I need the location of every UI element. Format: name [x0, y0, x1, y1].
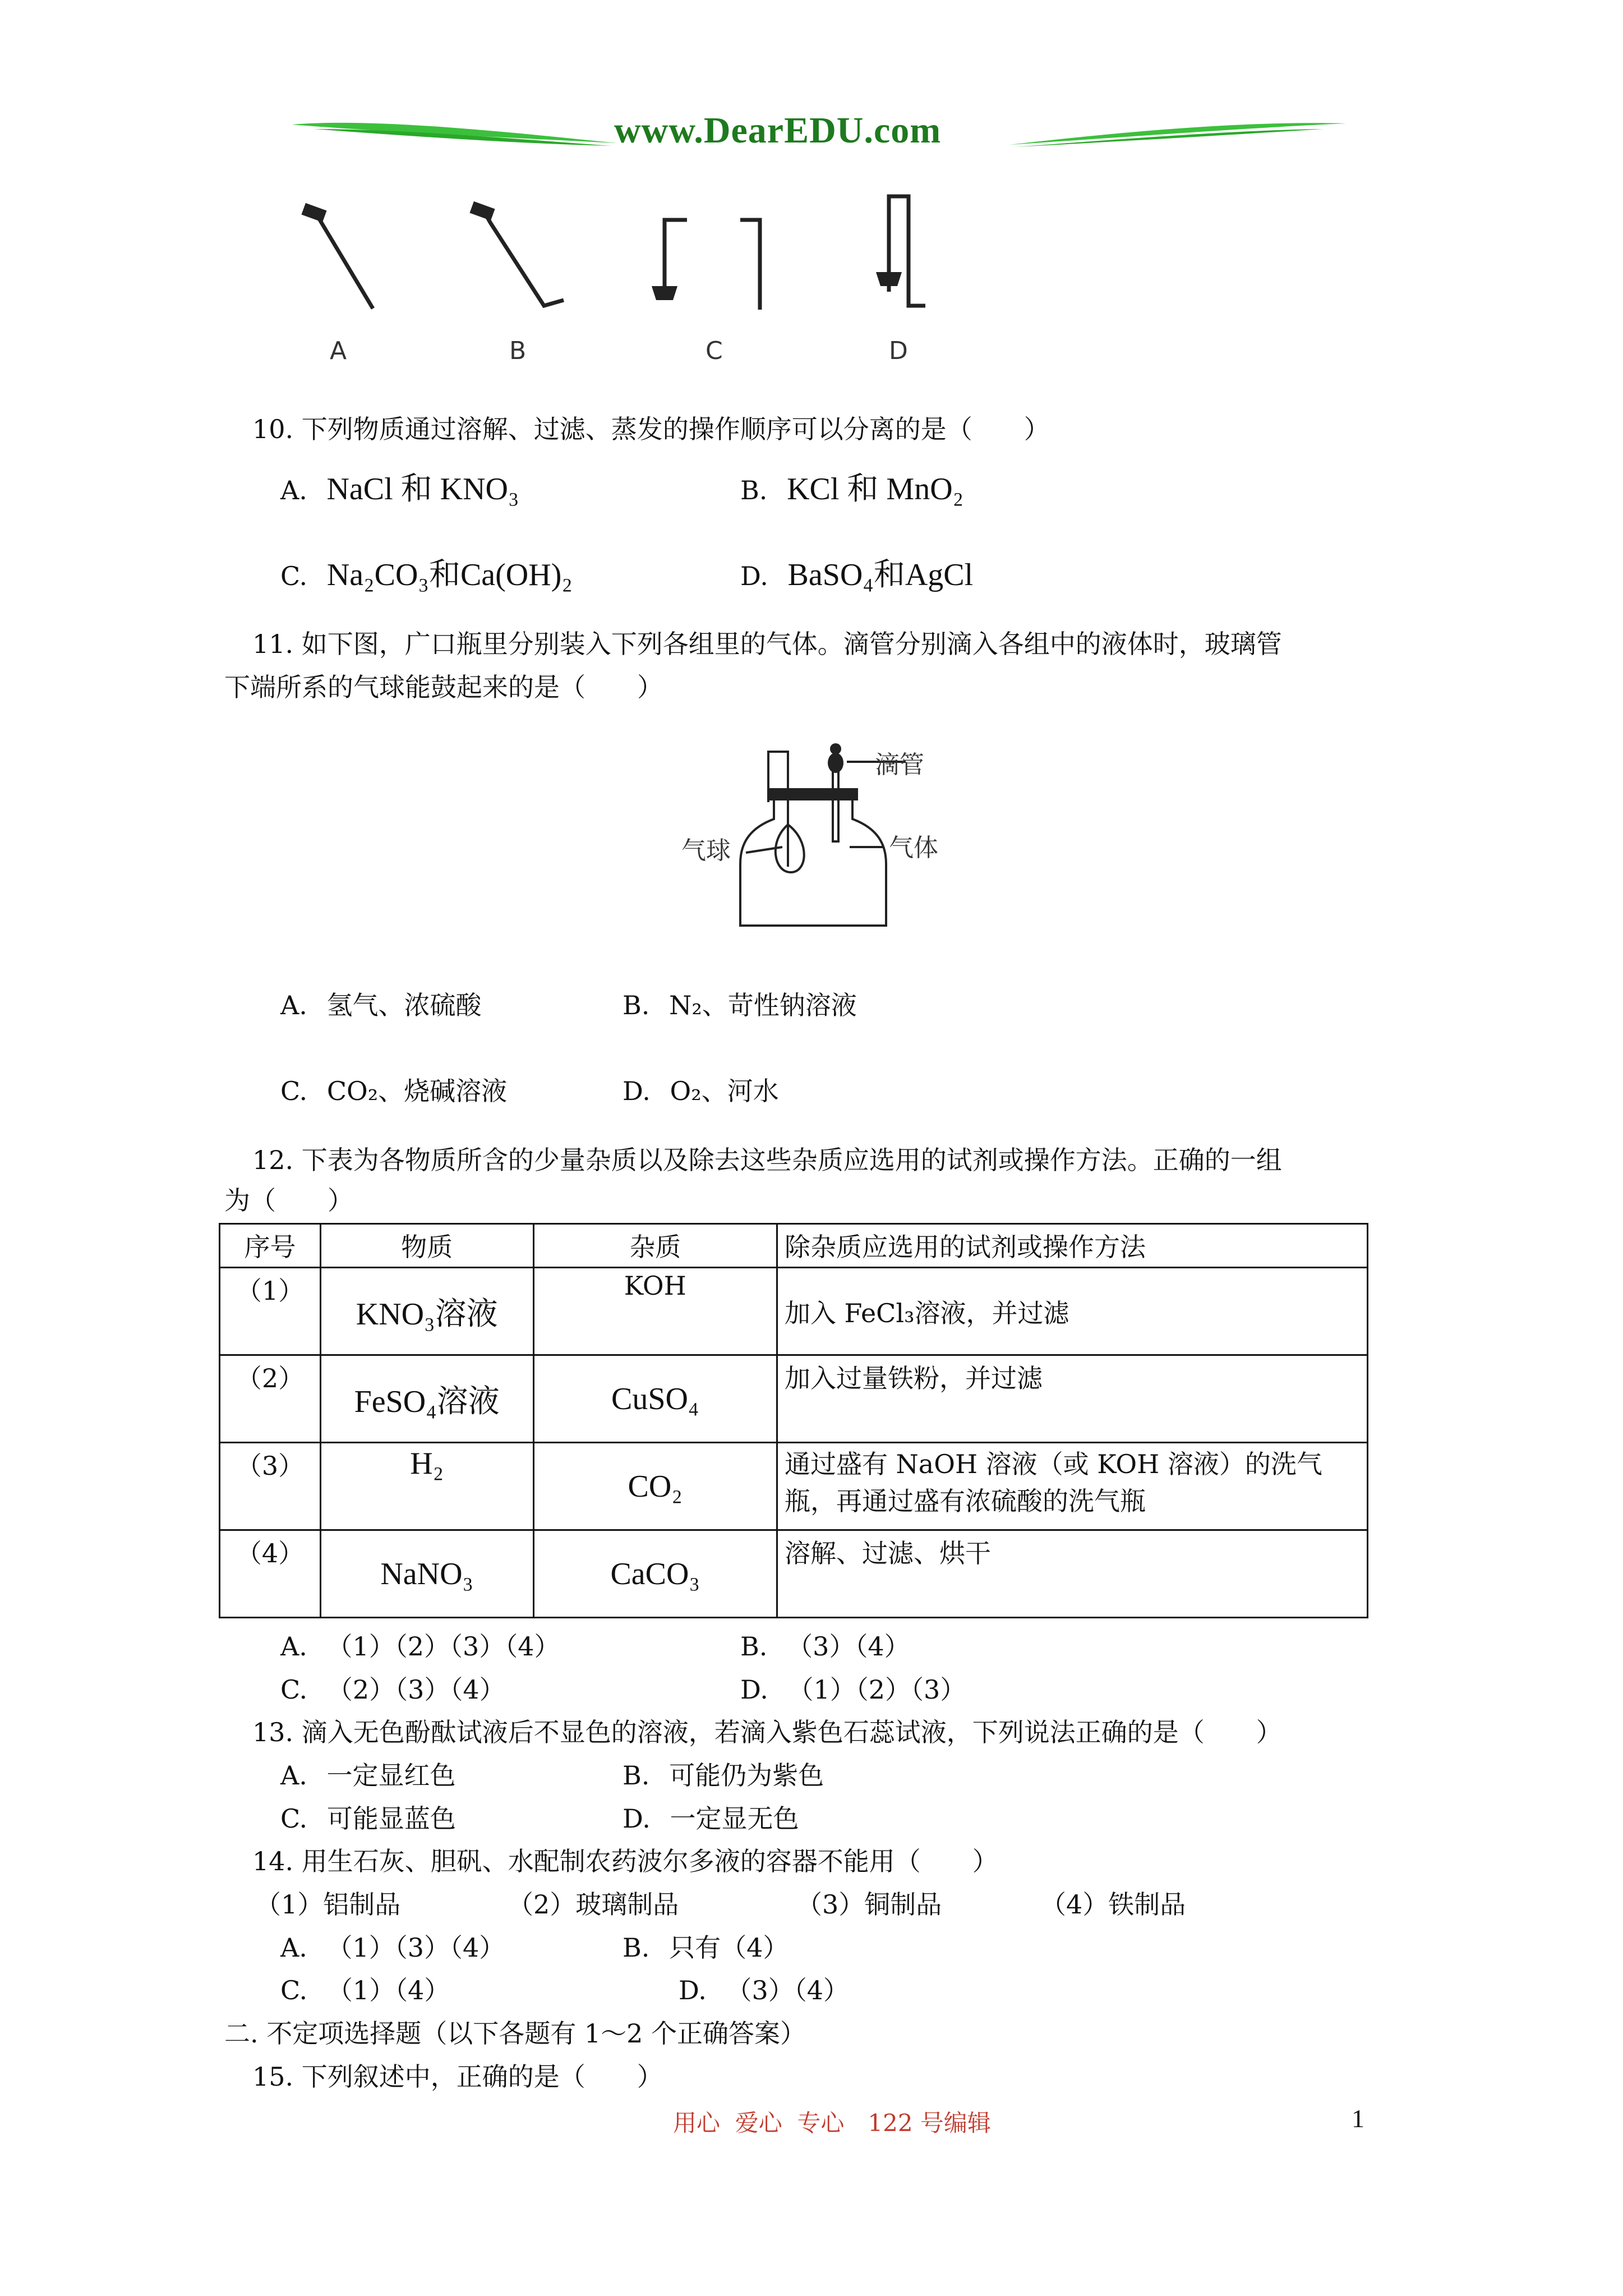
q11-option-b — [623, 988, 857, 1022]
option-text: NaCl 和 KNO₃ — [326, 472, 519, 507]
option-letter: B. — [740, 475, 768, 505]
leaf-swoosh-right — [1009, 112, 1346, 157]
option-text: （3）（4） — [787, 1631, 910, 1662]
page-number: 1 — [1352, 2104, 1364, 2133]
balloon-label: 气球 — [681, 836, 731, 865]
header-cell-no: 序号 — [220, 1224, 321, 1268]
q13-option-b — [623, 1759, 824, 1792]
q11-stem-line2: 下端所系的气球能鼓起来的是（ ） — [224, 672, 663, 702]
q14-item-4: （4）铁制品 — [1040, 1889, 1186, 1920]
row-substance: NaNO₃ — [320, 1530, 533, 1618]
option-letter: B. — [623, 990, 650, 1020]
q12-stem-line1: 12. 下表为各物质所含的少量杂质以及除去这些杂质应选用的试剂或操作方法。正确的一组 — [252, 1145, 1282, 1175]
option-text: （1）（2）（3） — [787, 1674, 966, 1705]
q11-option-d — [623, 1074, 779, 1108]
q11-option-a — [280, 988, 481, 1022]
option-text: （2）（3）（4） — [326, 1674, 505, 1705]
q13-option-a — [280, 1759, 455, 1792]
option-text: 氢气、浓硫酸 — [326, 990, 482, 1020]
q12-stem-line2: 为（ ） — [224, 1185, 353, 1216]
option-letter: B. — [740, 1631, 768, 1662]
tube-label-d: D — [889, 337, 908, 365]
option-letter: D. — [623, 1803, 651, 1834]
q11-stem-line1: 11. 如下图，广口瓶里分别装入下列各组里的气体。滴管分别滴入各组中的液体时，玻璃管 — [252, 629, 1282, 659]
footer-credit: 用心 爱心 专心 122 号编辑 — [673, 2109, 991, 2137]
option-text: O₂、河水 — [670, 1076, 779, 1106]
row-substance: H₂ — [320, 1443, 533, 1530]
option-text: BaSO₄和AgCl — [787, 558, 974, 592]
q15-stem: 15. 下列叙述中，正确的是（ ） — [252, 2062, 663, 2092]
option-letter: C. — [280, 1674, 308, 1705]
row-impurity: CaCO₃ — [533, 1530, 777, 1618]
q14-option-d — [679, 1973, 849, 2007]
table-row — [220, 1530, 1368, 1618]
option-text: （1）（3）（4） — [326, 1932, 505, 1963]
option-text: 只有（4） — [669, 1932, 789, 1963]
option-text: 可能显蓝色 — [326, 1803, 456, 1834]
q11-option-c — [280, 1074, 507, 1108]
row-no: （3） — [220, 1443, 321, 1530]
header-cell-substance: 物质 — [320, 1224, 533, 1268]
tube-label-b: B — [509, 337, 527, 365]
table-row — [220, 1355, 1368, 1443]
wide-mouth-bottle-drawing — [684, 735, 998, 937]
option-letter: A. — [280, 990, 307, 1020]
q14-stem: 14. 用生石灰、胆矾、水配制农药波尔多液的容器不能用（ ） — [252, 1846, 998, 1876]
option-text: 可能仍为紫色 — [669, 1760, 824, 1791]
header-banner — [292, 109, 1346, 160]
header-cell-method: 除杂质应选用的试剂或操作方法 — [777, 1224, 1367, 1268]
bottle-figure — [681, 735, 998, 937]
row-substance: FeSO₄溶液 — [320, 1355, 533, 1443]
impurity-table — [219, 1223, 1368, 1618]
section-2-title: 二. 不定项选择题（以下各题有 1～2 个正确答案） — [224, 2018, 806, 2049]
option-text: CO₂、烧碱溶液 — [326, 1076, 508, 1106]
option-text: 一定显无色 — [670, 1803, 799, 1834]
tube-label-c: C — [706, 337, 723, 365]
q12-option-c — [280, 1673, 505, 1706]
row-no: （1） — [220, 1268, 321, 1355]
option-letter: C. — [280, 1803, 308, 1834]
q10-option-c — [280, 558, 573, 593]
option-letter: D. — [679, 1975, 707, 2005]
option-letter: A. — [280, 475, 307, 505]
dropper-label: 滴管 — [875, 751, 924, 779]
option-letter: A. — [280, 1760, 307, 1791]
row-method: 溶解、过滤、烘干 — [777, 1530, 1367, 1618]
option-letter: A. — [280, 1932, 307, 1963]
option-letter: C. — [280, 1975, 308, 2005]
table-row — [220, 1268, 1368, 1355]
tube-label-a: A — [330, 337, 347, 365]
row-substance: KNO₃溶液 — [320, 1268, 533, 1355]
option-letter: B. — [623, 1760, 650, 1791]
table-row — [220, 1443, 1368, 1530]
option-letter: B. — [623, 1932, 650, 1963]
header-cell-impurity: 杂质 — [533, 1224, 777, 1268]
option-text: N₂、苛性钠溶液 — [669, 990, 857, 1020]
tube-drawings — [280, 185, 981, 314]
site-logo-text: www.DearEDU.com — [614, 110, 942, 151]
row-impurity: KOH — [533, 1268, 777, 1355]
row-impurity: CO₂ — [533, 1443, 777, 1530]
q10-option-b — [740, 472, 963, 507]
option-letter: D. — [740, 561, 768, 591]
option-text: KCl 和 MnO₂ — [787, 472, 964, 507]
q13-stem: 13. 滴入无色酚酞试液后不显色的溶液，若滴入紫色石蕊试液，下列说法正确的是（ ） — [252, 1717, 1282, 1747]
q14-option-b — [623, 1931, 789, 1964]
q14-item-1: （1）铝制品 — [255, 1889, 401, 1920]
row-no: （4） — [220, 1530, 321, 1618]
q13-option-c — [280, 1802, 456, 1835]
q12-option-b — [740, 1630, 910, 1663]
row-no: （2） — [220, 1355, 321, 1443]
q12-option-d — [740, 1673, 966, 1706]
gas-label: 气体 — [889, 834, 938, 862]
table-header-row — [220, 1224, 1368, 1268]
option-text: 一定显红色 — [326, 1760, 456, 1791]
q10-option-a — [280, 472, 519, 507]
option-text: （3）（4） — [726, 1975, 850, 2005]
q10-stem: 10. 下列物质通过溶解、过滤、蒸发的操作顺序可以分离的是（ ） — [252, 414, 1050, 444]
q14-item-3: （3）铜制品 — [796, 1889, 942, 1920]
option-letter: C. — [280, 1076, 308, 1106]
q12-option-a — [280, 1630, 560, 1663]
leaf-swoosh-left — [292, 112, 617, 157]
row-impurity: CuSO₄ — [533, 1355, 777, 1443]
option-letter: C. — [280, 561, 308, 591]
q14-option-c — [280, 1973, 450, 2007]
row-method: 加入 FeCl₃溶液，并过滤 — [777, 1268, 1367, 1355]
option-letter: A. — [280, 1631, 307, 1662]
option-letter: D. — [623, 1076, 651, 1106]
option-text: （1）（4） — [326, 1975, 450, 2005]
option-text: Na₂CO₃和Ca(OH)₂ — [326, 558, 573, 592]
tubes-figure — [280, 185, 981, 370]
option-text: （1）（2）（3）（4） — [326, 1631, 560, 1662]
row-method: 通过盛有 NaOH 溶液（或 KOH 溶液）的洗气瓶，再通过盛有浓硫酸的洗气瓶 — [777, 1443, 1367, 1530]
option-letter: D. — [740, 1674, 768, 1705]
q10-option-d — [740, 558, 973, 593]
q13-option-d — [623, 1802, 799, 1835]
row-method: 加入过量铁粉，并过滤 — [777, 1355, 1367, 1443]
q14-option-a — [280, 1931, 505, 1964]
q14-item-2: （2）玻璃制品 — [508, 1889, 679, 1920]
